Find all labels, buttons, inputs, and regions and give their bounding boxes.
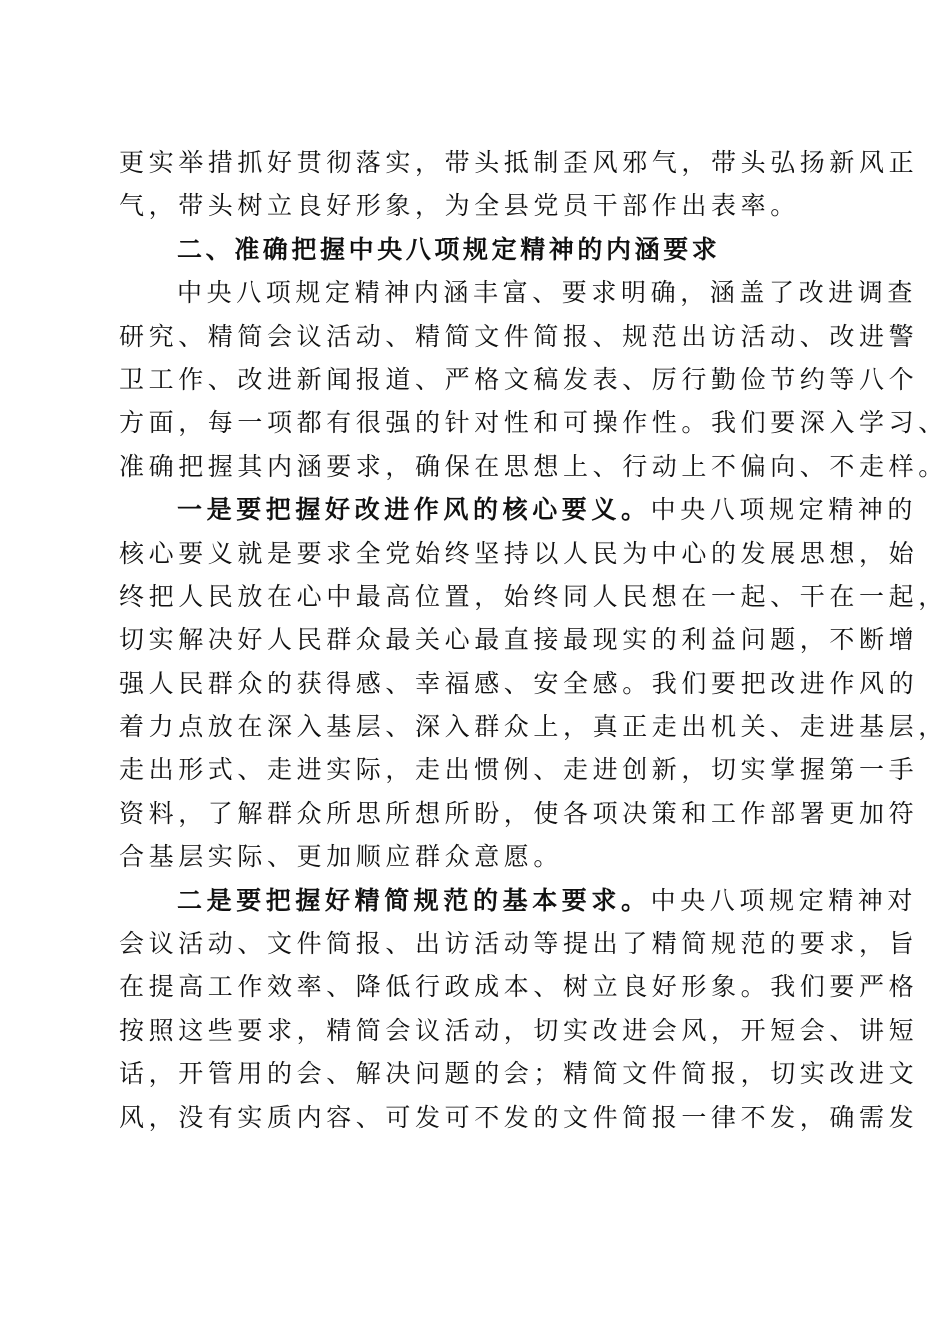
point-one-first-line <box>119 488 918 531</box>
text-line: 更实举措抓好贯彻落实，带头抵制歪风邪气，带头弘扬新风正 <box>119 148 919 177</box>
text-line: 按照这些要求，精简会议活动，切实改进会风，开短会、讲短 <box>119 1015 919 1045</box>
text-line: 卫工作、改进新闻报道、严格文稿发表、厉行勤俭节约等八个 <box>119 364 919 394</box>
text-line: 研究、精简会议活动、精简文件简报、规范出访活动、改进警 <box>119 321 919 351</box>
intro-paragraph <box>119 271 948 488</box>
point-two-first-line <box>119 879 918 922</box>
text-line: 着力点放在深入基层、深入群众上，真正走出机关、走进基层， <box>119 712 948 742</box>
text-line: 强人民群众的获得感、幸福感、安全感。我们要把改进作风的 <box>119 668 919 698</box>
text-line: 风，没有实质内容、可发可不发的文件简报一律不发，确需发 <box>119 1102 919 1132</box>
text-line: 准确把握其内涵要求，确保在思想上、行动上不偏向、不走样。 <box>119 451 948 481</box>
point-two-paragraph <box>119 879 919 1139</box>
point-two-first-line-rest: 中央八项规定精神对 <box>650 885 918 915</box>
text-line: 切实解决好人民群众最关心最直接最现实的利益问题，不断增 <box>119 625 919 655</box>
point-one-paragraph <box>119 488 948 879</box>
text-line: 走出形式、走进实际，走出惯例、走进创新，切实掌握第一手 <box>119 755 919 785</box>
text-line: 气，带头树立良好形象，为全县党员干部作出表率。 <box>119 191 800 221</box>
text-line: 合基层实际、更加顺应群众意愿。 <box>119 842 564 872</box>
text-line: 核心要义就是要求全党始终坚持以人民为中心的发展思想，始 <box>119 538 919 568</box>
point-two-lead: 二是要把握好精简规范的基本要求。 <box>177 885 651 915</box>
text-line: 中央八项规定精神内涵丰富、要求明确，涵盖了改进调查 <box>177 278 918 308</box>
continuation-paragraph <box>119 141 919 228</box>
text-line: 话，开管用的会、解决问题的会；精简文件简报，切实改进文 <box>119 1059 919 1089</box>
text-line: 资料，了解群众所思所想所盼，使各项决策和工作部署更加符 <box>119 798 919 828</box>
point-one-lead: 一是要把握好改进作风的核心要义。 <box>177 495 651 525</box>
point-one-first-line-rest: 中央八项规定精神的 <box>650 495 918 525</box>
text-line: 会议活动、文件简报、出访活动等提出了精简规范的要求，旨 <box>119 929 919 959</box>
document-body <box>119 141 948 1139</box>
section-heading: 二、准确把握中央八项规定精神的内涵要求 <box>177 234 721 264</box>
text-line: 在提高工作效率、降低行政成本、树立良好形象。我们要严格 <box>119 972 919 1002</box>
section-heading-block <box>119 228 831 271</box>
text-line: 终把人民放在心中最高位置，始终同人民想在一起、干在一起， <box>119 581 948 611</box>
text-line: 方面，每一项都有很强的针对性和可操作性。我们要深入学习、 <box>119 408 948 438</box>
